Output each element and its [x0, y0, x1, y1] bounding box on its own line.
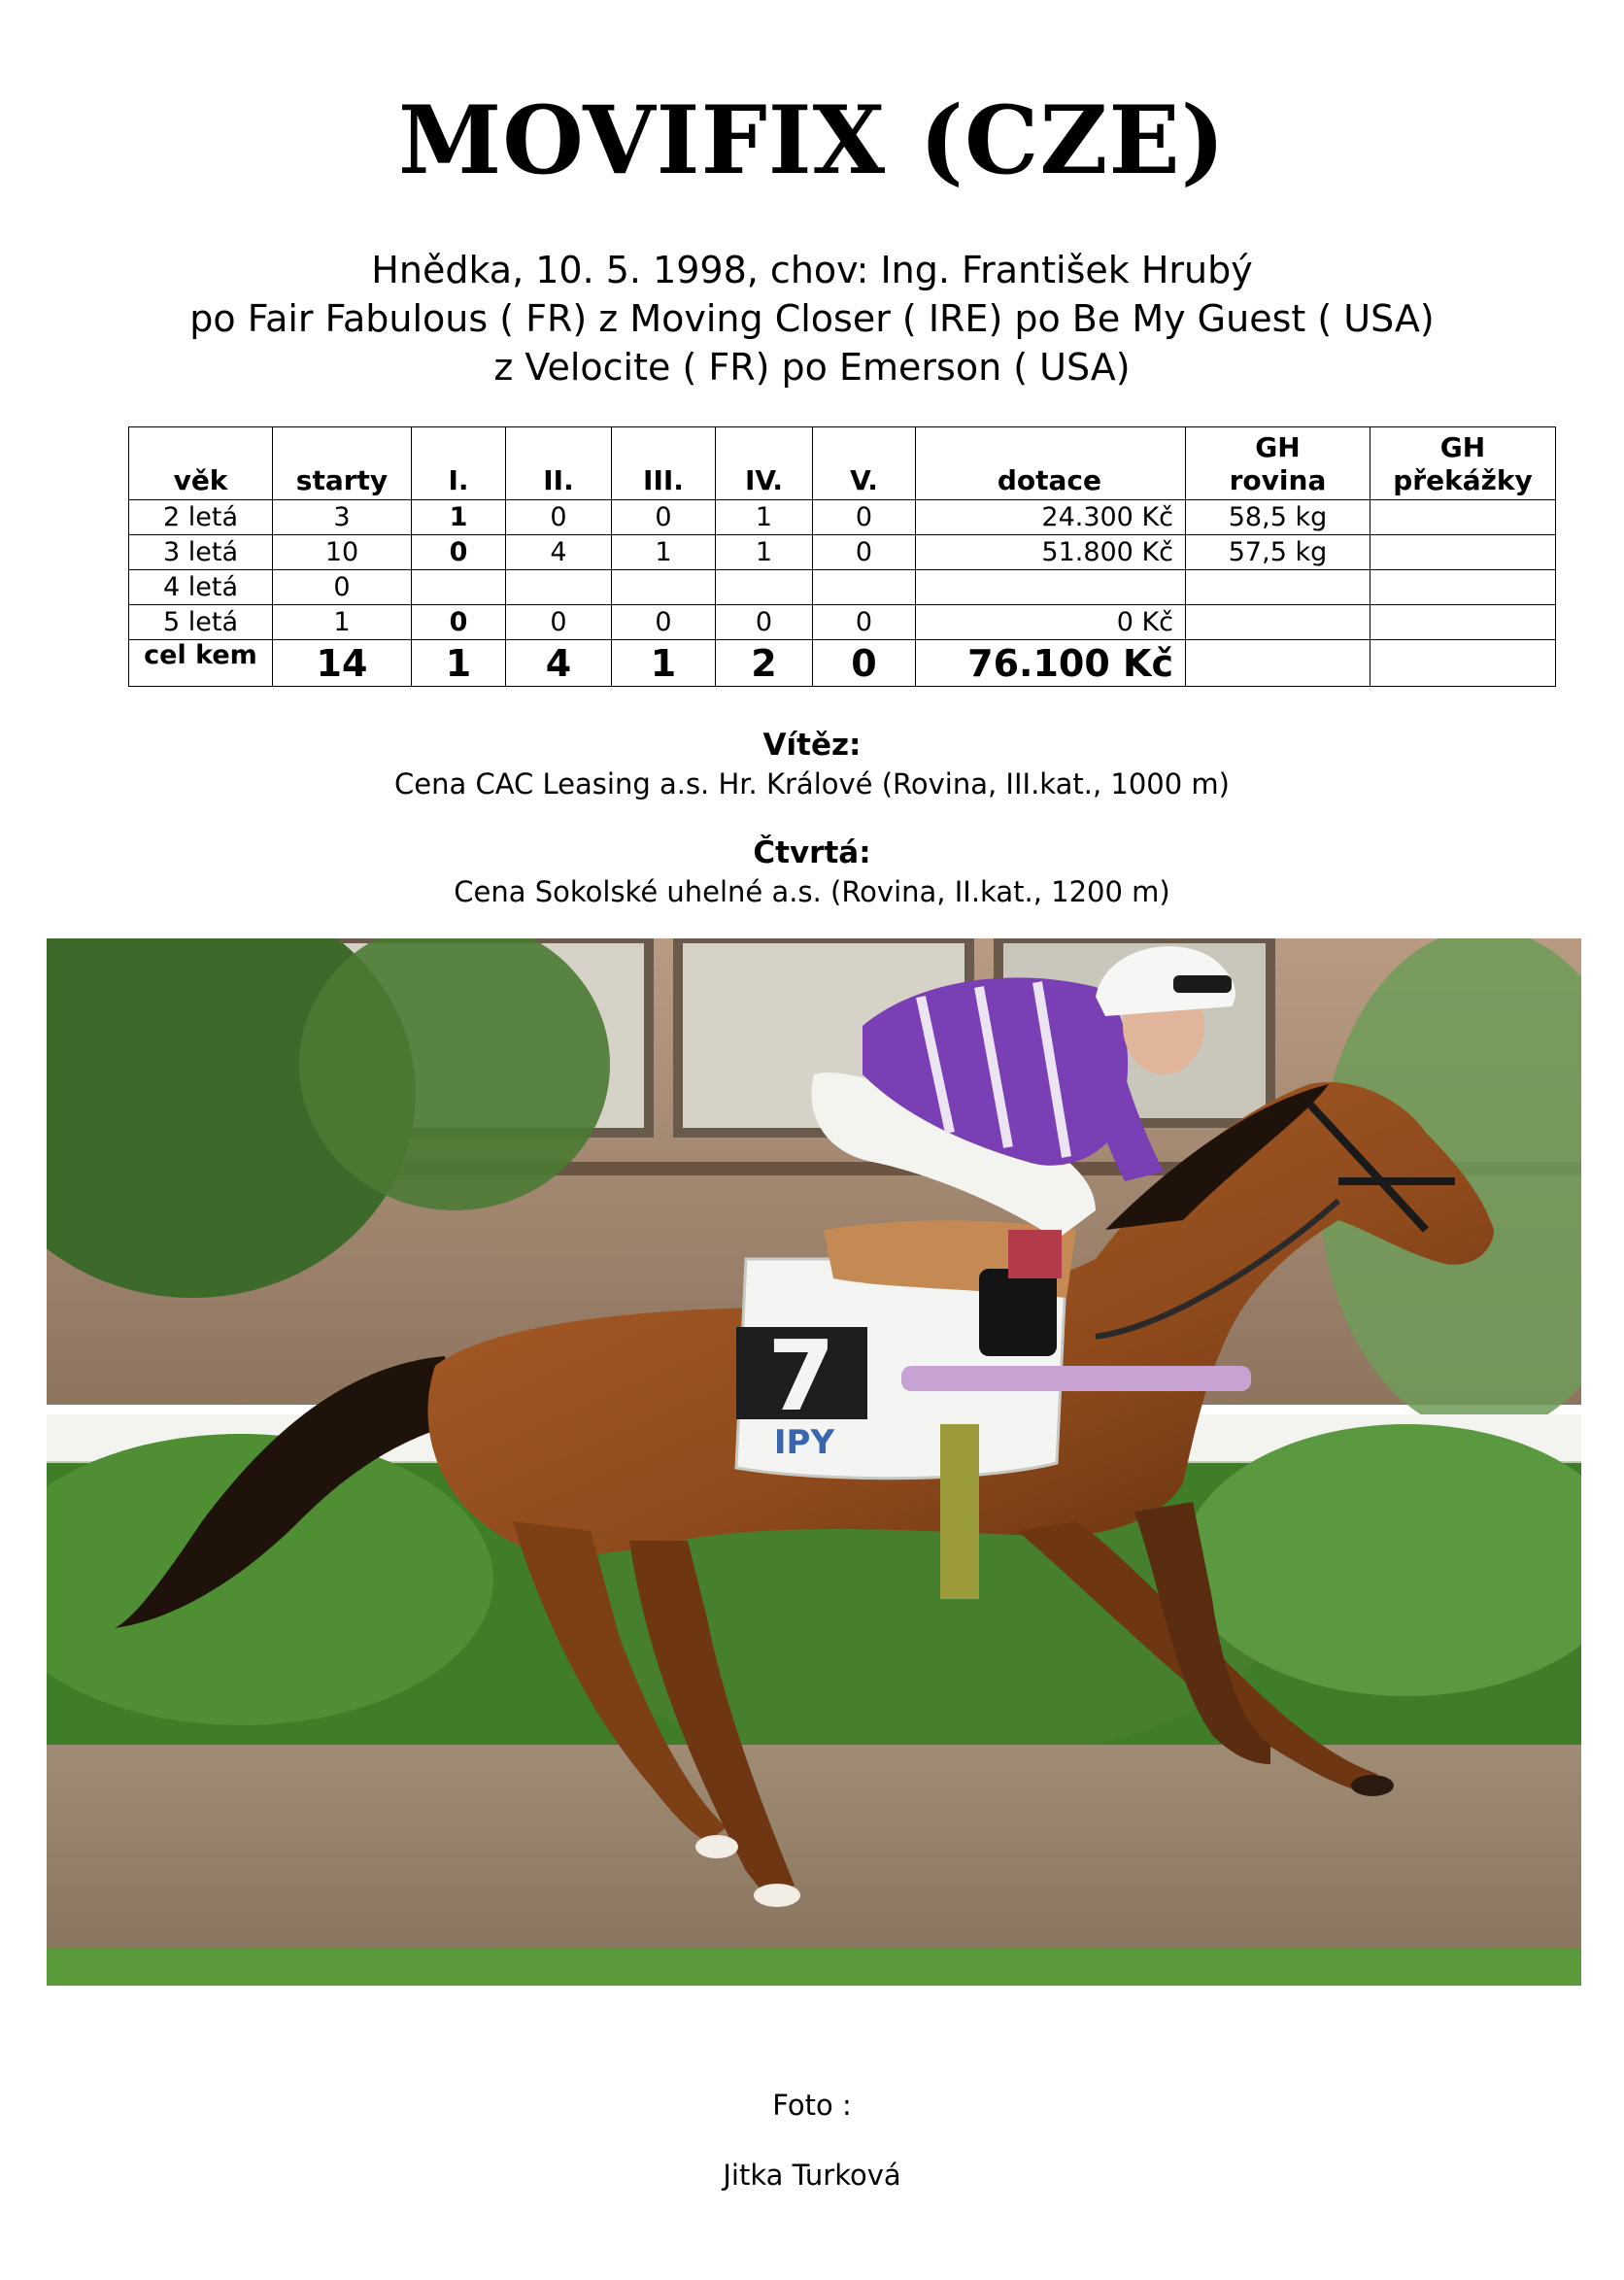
cell-gh-flat: 58,5 kg	[1186, 500, 1370, 535]
cell-second	[506, 570, 612, 605]
photo-credit-label: Foto :	[772, 2089, 852, 2122]
header-first: I.	[412, 427, 506, 500]
cell-third: 1	[612, 535, 716, 570]
cell-total-starts: 14	[273, 640, 412, 687]
cell-fifth: 0	[813, 500, 916, 535]
cell-starts: 3	[273, 500, 412, 535]
cell-total-gh-jump	[1370, 640, 1556, 687]
cell-starts: 10	[273, 535, 412, 570]
cell-first: 1	[412, 500, 506, 535]
cell-second: 0	[506, 500, 612, 535]
result-winner	[0, 726, 1624, 803]
header-prize: dotace	[916, 427, 1186, 500]
cell-third: 0	[612, 500, 716, 535]
pedigree-line-3: z Velocite ( FR) po Emerson ( USA)	[493, 346, 1131, 389]
cell-second: 4	[506, 535, 612, 570]
header-age: věk	[129, 427, 273, 500]
header-starts: starty	[273, 427, 412, 500]
cell-first: 0	[412, 605, 506, 640]
saddle-number: 7	[767, 1319, 835, 1433]
cell-first: 0	[412, 535, 506, 570]
cell-gh-jump	[1370, 535, 1556, 570]
horse-name-title: MOVIFIX (CZE)	[397, 85, 1227, 195]
result-heading: Vítěz:	[762, 728, 862, 763]
pedigree-line-2: po Fair Fabulous ( FR) z Moving Closer ( IRE) po Be My Guest ( USA)	[189, 297, 1435, 340]
header-fifth: V.	[813, 427, 916, 500]
cell-fourth: 0	[716, 605, 813, 640]
table-row	[129, 535, 1556, 570]
result-fourth	[0, 834, 1624, 911]
cell-third	[612, 570, 716, 605]
result-race: Cena CAC Leasing a.s. Hr. Králové (Rovina, III.kat., 1000 m)	[394, 767, 1230, 800]
cell-prize: 24.300 Kč	[916, 500, 1186, 535]
cell-age: 2 letá	[129, 500, 273, 535]
cell-total-fourth: 2	[716, 640, 813, 687]
header-second: II.	[506, 427, 612, 500]
table-row	[129, 570, 1556, 605]
cell-age: 3 letá	[129, 535, 273, 570]
cell-age: 4 letá	[129, 570, 273, 605]
jockey-boot	[979, 1269, 1057, 1356]
cell-gh-jump	[1370, 605, 1556, 640]
cell-fifth: 0	[813, 535, 916, 570]
cell-fifth	[813, 570, 916, 605]
table-total-row	[129, 640, 1556, 687]
header-gh-jump: GH překážky	[1370, 427, 1556, 500]
cell-gh-jump	[1370, 500, 1556, 535]
cell-total-label: cel kem	[129, 640, 273, 687]
result-race: Cena Sokolské uhelné a.s. (Rovina, II.kat., 1200 m)	[454, 875, 1170, 908]
photo-credit-name: Jitka Turková	[723, 2159, 901, 2192]
cell-gh-jump	[1370, 570, 1556, 605]
header-third: III.	[612, 427, 716, 500]
career-stats-table	[128, 426, 1556, 687]
table-row	[129, 500, 1556, 535]
cell-gh-flat	[1186, 605, 1370, 640]
cell-prize: 51.800 Kč	[916, 535, 1186, 570]
cell-gh-flat	[1186, 570, 1370, 605]
cell-starts: 1	[273, 605, 412, 640]
table-header-row	[129, 427, 1556, 500]
cell-fourth: 1	[716, 500, 813, 535]
cell-fourth: 1	[716, 535, 813, 570]
cell-total-third: 1	[612, 640, 716, 687]
result-heading: Čtvrtá:	[753, 835, 871, 870]
cell-age: 5 letá	[129, 605, 273, 640]
cell-starts: 0	[273, 570, 412, 605]
cell-total-prize: 76.100 Kč	[916, 640, 1186, 687]
cell-fourth	[716, 570, 813, 605]
cell-gh-flat: 57,5 kg	[1186, 535, 1370, 570]
pedigree-line-1: Hnědka, 10. 5. 1998, chov: Ing. František Hrubý	[371, 249, 1253, 291]
cell-total-first: 1	[412, 640, 506, 687]
cell-total-second: 4	[506, 640, 612, 687]
cell-third: 0	[612, 605, 716, 640]
cell-total-fifth: 0	[813, 640, 916, 687]
saddle-girth	[940, 1424, 979, 1599]
cell-first	[412, 570, 506, 605]
table-row	[129, 605, 1556, 640]
cell-total-gh-flat	[1186, 640, 1370, 687]
pedigree-block	[0, 246, 1624, 391]
cell-prize: 0 Kč	[916, 605, 1186, 640]
race-photo	[47, 938, 1581, 1986]
header-fourth: IV.	[716, 427, 813, 500]
cell-prize	[916, 570, 1186, 605]
cell-second: 0	[506, 605, 612, 640]
header-gh-flat: GH rovina	[1186, 427, 1370, 500]
saddlecloth-logo: IPY	[773, 1423, 835, 1462]
cell-fifth: 0	[813, 605, 916, 640]
